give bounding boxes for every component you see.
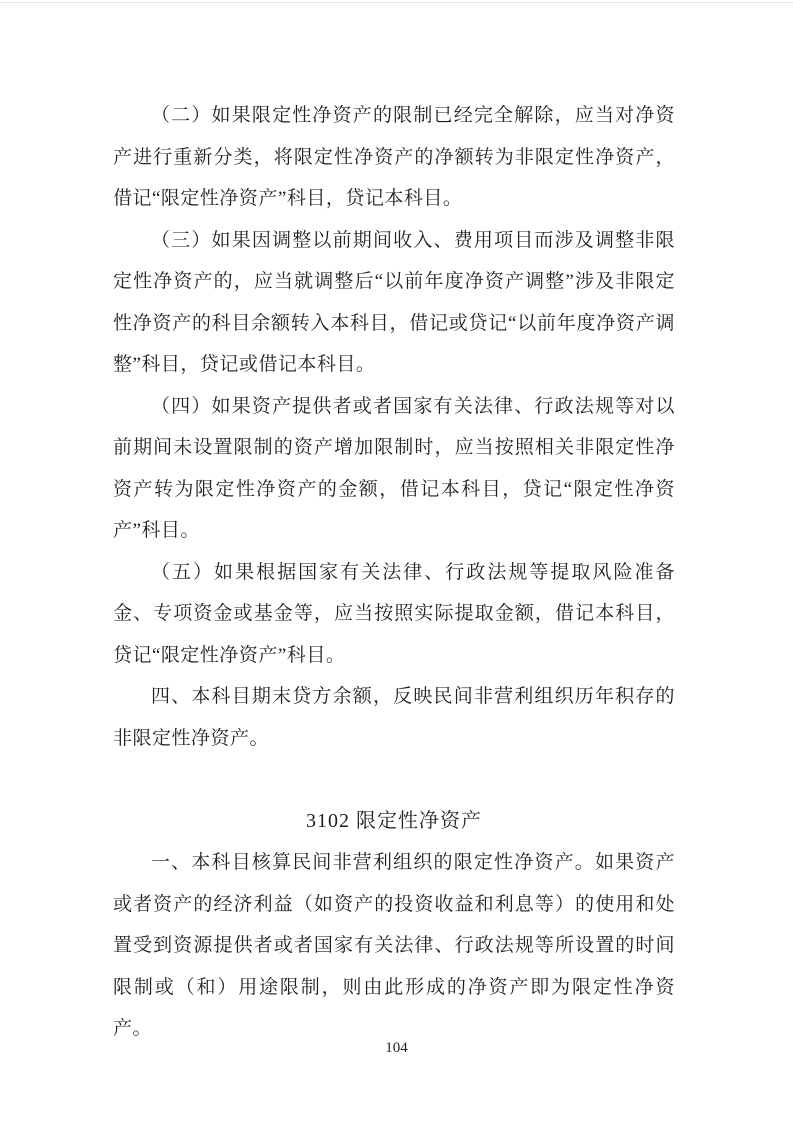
scan-artifact-line [0, 2, 793, 3]
body-paragraph: （二）如果限定性净资产的限制已经完全解除，应当对净资产进行重新分类，将限定性净资产的净额转为非限定性净资产，借记“限定性净资产”科目，贷记本科目。 [113, 105, 675, 209]
section-heading: 3102 限定性净资产 [306, 809, 482, 832]
body-paragraph: （五）如果根据国家有关法律、行政法规等提取风险准备金、专项资金或基金等，应当按照实际提取金额，借记本科目，贷记“限定性净资产”科目。 [113, 561, 675, 666]
body-paragraph: （三）如果因调整以前期间收入、费用项目而涉及调整非限定性净资产的，应当就调整后“以前年度净资产调整”涉及非限定性净资产的科目余额转入本科目，借记或贷记“以前年度净资产调整”科目，贷记或借记本科目。 [113, 229, 675, 375]
body-paragraph: 一、本科目核算民间非营利组织的限定性净资产。如果资产或者资产的经济利益（如资产的投资收益和利息等）的使用和处置受到资源提供者或者国家有关法律、行政法规等所设置的时间限制或（和）用途限制，则由此形成的净资产即为限定性净资产。 [113, 852, 675, 1039]
body-paragraph: 四、本科目期末贷方余额，反映民间非营利组织历年积存的非限定性净资产。 [113, 686, 675, 749]
text-content [113, 95, 675, 1050]
body-paragraph: （四）如果资产提供者或者国家有关法律、行政法规等对以前期间未设置限制的资产增加限制时，应当按照相关非限定性净资产转为限定性净资产的金额，借记本科目，贷记“限定性净资产”科目。 [113, 395, 675, 541]
page-number: 104 [385, 1040, 408, 1056]
